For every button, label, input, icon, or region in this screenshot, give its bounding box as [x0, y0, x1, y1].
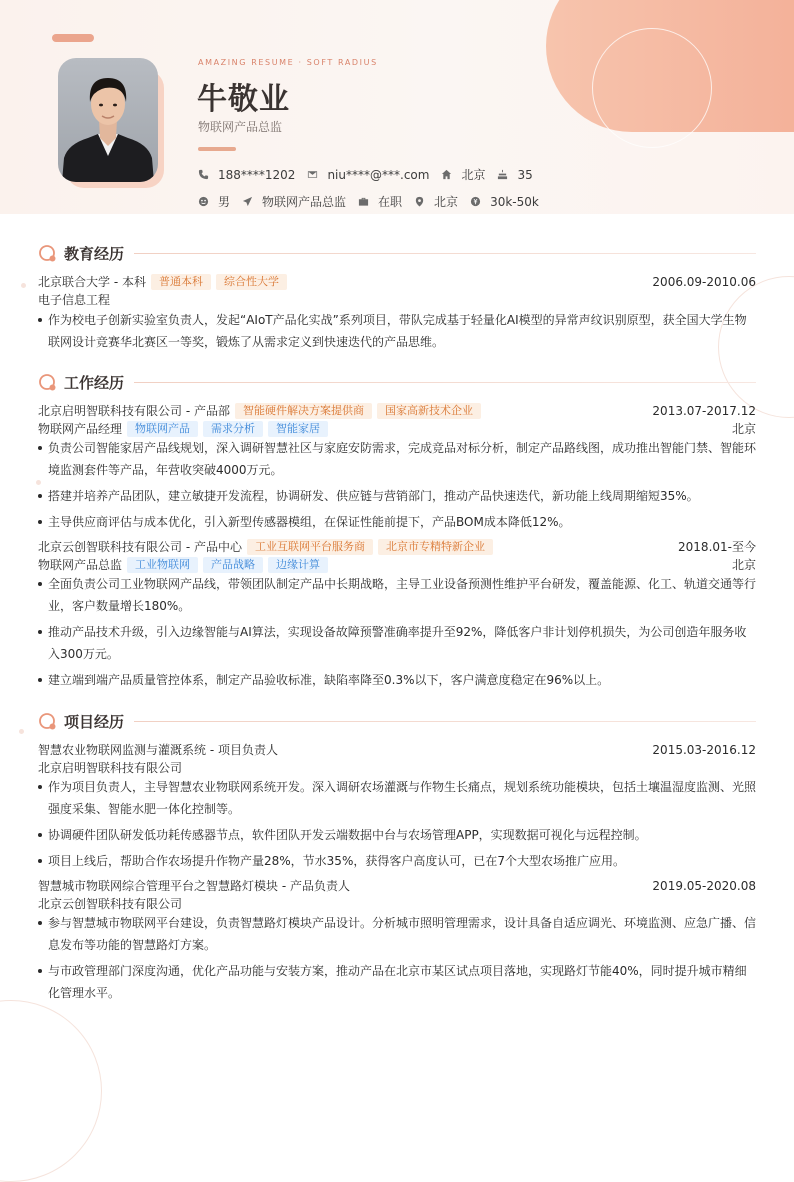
list-item: [38, 511, 756, 533]
bullet-text: 与市政管理部门深度沟通，优化产品功能与安装方案，推动产品在北京市某区试点项目落地，实现路灯节能40%，同时提升城市精细化管理水平。: [48, 964, 747, 1000]
section-marker-icon: [38, 373, 58, 393]
school-name: 北京联合大学 - 本科: [38, 275, 146, 289]
education-header-row: [38, 273, 756, 290]
contact-phone: [198, 168, 295, 182]
bullet-dot: [38, 678, 42, 682]
send-icon: [242, 196, 253, 207]
work-title: 工作经历: [64, 374, 125, 392]
project-name: 智慧城市物联网综合管理平台之智慧路灯模块 - 产品负责人: [38, 879, 350, 893]
age-text: 35: [517, 167, 533, 182]
project-header-row: [38, 877, 756, 894]
list-item: [38, 912, 756, 956]
school-tag: 综合性大学: [216, 274, 287, 290]
briefcase-icon: [358, 196, 369, 207]
education-section-title: [38, 243, 756, 264]
position-name: 物联网产品总监: [38, 558, 123, 572]
person-portrait-icon: [58, 58, 158, 182]
gender-text: 男: [218, 195, 231, 209]
job-city: 北京: [731, 422, 756, 436]
project-org-row: [38, 759, 756, 776]
position-tag: 工业物联网: [127, 557, 198, 573]
project-name: 智慧农业物联网监测与灌溉系统 - 项目负责人: [38, 743, 278, 757]
candidate-role: 物联网产品总监: [198, 120, 283, 134]
project-org-row: [38, 895, 756, 912]
section-marker-icon: [38, 712, 58, 732]
bullet-dot: [38, 630, 42, 634]
list-item: [38, 437, 756, 481]
salary-text: 30k-50k: [490, 194, 539, 209]
detail-status: [358, 193, 402, 210]
company-name: 北京云创智联科技有限公司 - 产品中心: [38, 540, 242, 554]
details-row: [198, 193, 551, 210]
avatar-photo: [58, 58, 158, 182]
home-icon: [441, 169, 452, 180]
list-item: [38, 309, 756, 353]
accent-pill: [52, 34, 94, 42]
job-header-row: [38, 538, 756, 555]
position-tag: 边缘计算: [268, 557, 328, 573]
bullet-text: 主导供应商评估与成本优化，引入新型传感器模组，在保证性能前提下，产品BOM成本降低12%。: [48, 515, 571, 529]
position-tag: 智能家居: [268, 421, 328, 437]
decorative-dot: [19, 729, 24, 734]
project-period: 2019.05-2020.08: [652, 878, 756, 893]
bullet-text: 搭建并培养产品团队，建立敏捷开发流程，协调研发、供应链与营销部门，推动产品快速迭代，新功能上线周期缩短35%。: [48, 489, 699, 503]
salary-icon: [470, 196, 481, 207]
work-section-title: [38, 372, 756, 393]
list-item: [38, 776, 756, 820]
list-item: [38, 573, 756, 617]
job-period: 2013.07-2017.12: [652, 403, 756, 418]
gender-icon: [198, 196, 209, 207]
list-item: [38, 485, 756, 507]
home-text: 北京: [461, 168, 486, 182]
resume-tagline: AMAZING RESUME · SOFT RADIUS: [198, 58, 378, 67]
phone-icon: [198, 169, 209, 180]
list-item: [38, 621, 756, 665]
bullet-dot: [38, 969, 42, 973]
company-name: 北京启明智联科技有限公司 - 产品部: [38, 404, 230, 418]
list-item: [38, 960, 756, 1004]
detail-salary: [470, 195, 539, 209]
target-role-text: 物联网产品总监: [262, 195, 347, 209]
education-period: 2006.09-2010.06: [652, 274, 756, 289]
bullet-text: 参与智慧城市物联网平台建设，负责智慧路灯模块产品设计。分析城市照明管理需求，设计具备自适应调光、环境监测、应急广播、信息发布等功能的智慧路灯方案。: [48, 916, 757, 952]
bullet-dot: [38, 582, 42, 586]
company-tag: 智能硬件解决方案提供商: [235, 403, 372, 419]
decorative-ring: [592, 28, 712, 148]
job-position-row: [38, 556, 756, 573]
contact-email: [307, 168, 429, 182]
bullet-text: 建立端到端产品质量管控体系，制定产品验收标准，缺陷率降至0.3%以下，客户满意度稳定在96%以上。: [48, 673, 610, 687]
projects-title: 项目经历: [64, 713, 125, 731]
decorative-dot: [21, 283, 26, 288]
bullet-text: 协调硬件团队研发低功耗传感器节点，软件团队开发云端数据中台与农场管理APP，实现数据可视化与远程控制。: [48, 828, 647, 842]
cake-icon: [497, 169, 508, 180]
school-tag: 普通本科: [151, 274, 211, 290]
bullet-dot: [38, 833, 42, 837]
list-item: [38, 669, 756, 691]
project-header-row: [38, 741, 756, 758]
section-marker-icon: [38, 244, 58, 264]
bullet-dot: [38, 494, 42, 498]
job-header-row: [38, 402, 756, 419]
bullet-dot: [38, 859, 42, 863]
decorative-circle: [0, 1000, 102, 1182]
location-text: 北京: [434, 195, 459, 209]
list-item: [38, 824, 756, 846]
contact-home: [441, 166, 485, 183]
job-period: 2018.01-至今: [678, 540, 756, 554]
project-period: 2015.03-2016.12: [652, 742, 756, 757]
bullet-text: 全面负责公司工业物联网产品线，带领团队制定产品中长期战略，主导工业设备预测性维护平台研发，覆盖能源、化工、轨道交通等行业，客户数量增长180%。: [48, 577, 757, 613]
section-divider: [134, 253, 756, 254]
phone-text: 188****1202: [218, 167, 296, 182]
company-tag: 北京市专精特新企业: [378, 539, 493, 555]
bullet-text: 推动产品技术升级，引入边缘智能与AI算法，实现设备故障预警准确率提升至92%，降低客户非计划停机损失，为公司创造年服务收入300万元。: [48, 625, 747, 661]
detail-target-role: [242, 193, 346, 210]
bullet-text: 作为校电子创新实验室负责人，发起“AIoT产品化实战”系列项目，带队完成基于轻量化AI模型的异常声纹识别原型，获全国大学生物联网设计竞赛华北赛区一等奖，锻炼了从需求定义到快速迭代的产品思维。: [48, 313, 747, 349]
position-name: 物联网产品经理: [38, 422, 123, 436]
bullet-dot: [38, 785, 42, 789]
candidate-name: 牛敬业: [197, 82, 290, 117]
company-tag: 工业互联网平台服务商: [247, 539, 373, 555]
bullet-text: 作为项目负责人，主导智慧农业物联网系统开发。深入调研农场灌溉与作物生长痛点，规划系统功能模块，包括土壤温湿度监测、光照强度采集、智能水肥一体化控制等。: [48, 780, 757, 816]
project-org: 北京启明智联科技有限公司: [38, 761, 183, 775]
company-tag: 国家高新技术企业: [377, 403, 481, 419]
position-tag: 需求分析: [203, 421, 263, 437]
bullet-dot: [38, 921, 42, 925]
section-divider: [134, 721, 756, 722]
bullet-dot: [38, 318, 42, 322]
list-item: [38, 850, 756, 872]
email-text: niu****@***.com: [327, 167, 430, 182]
job-position-row: [38, 420, 756, 437]
section-divider: [134, 382, 756, 383]
job-city: 北京: [731, 558, 756, 572]
position-tag: 产品战略: [203, 557, 263, 573]
major-row: [38, 291, 756, 308]
mail-icon: [307, 169, 318, 180]
detail-gender: [198, 193, 230, 210]
project-org: 北京云创智联科技有限公司: [38, 897, 183, 911]
bullet-text: 负责公司智能家居产品线规划，深入调研智慧社区与家庭安防需求，完成竞品对标分析，制定产品路线图，成功推出智能门禁、智能环境监测套件等产品，年营收突破4000万元。: [48, 441, 757, 477]
projects-section-title: [38, 711, 756, 732]
contact-row: [198, 166, 545, 183]
role-underline: [198, 147, 236, 151]
position-tag: 物联网产品: [127, 421, 198, 437]
status-text: 在职: [378, 195, 403, 209]
education-title: 教育经历: [64, 245, 125, 263]
contact-age: [497, 168, 532, 182]
detail-location: [414, 193, 458, 210]
bullet-dot: [38, 520, 42, 524]
bullet-dot: [38, 446, 42, 450]
major-name: 电子信息工程: [38, 293, 111, 307]
bullet-text: 项目上线后，帮助合作农场提升作物产量28%，节水35%，获得客户高度认可，已在7个大型农场推广应用。: [48, 854, 625, 868]
location-icon: [414, 196, 425, 207]
